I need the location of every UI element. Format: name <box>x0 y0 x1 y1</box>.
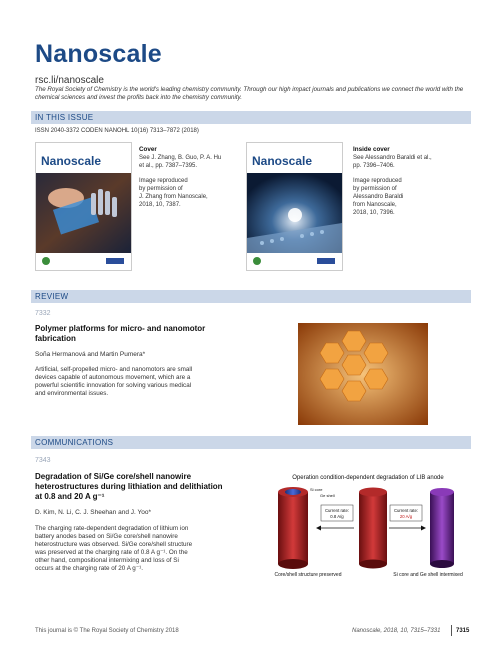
inside-cover-ref-line2[interactable]: pp. 7396–7406. <box>353 163 395 169</box>
label-ge-shell: Ge shell <box>320 493 335 498</box>
communication-abstract-line: occurs at the charging rate of 20 A g⁻¹. <box>35 565 143 572</box>
issn-line: ISSN 2040-3372 CODEN NANOHL 10(16) 7313–7872 (2018) <box>35 128 199 134</box>
communication-abstract-line: was preserved at the charging rate of 0.8 A g⁻¹. On the <box>35 549 188 556</box>
right-rate-label: Current rate: <box>393 508 419 513</box>
section-heading: IN THIS ISSUE <box>35 113 94 122</box>
footer-page-number: 7315 <box>456 628 470 634</box>
section-bar-in-this-issue <box>31 111 471 124</box>
inside-cover-label: Inside cover <box>353 146 390 153</box>
cover-credit-line: J. Zhang from Nanoscale, <box>139 194 208 200</box>
inside-cover-credit-line: from Nanoscale, <box>353 202 397 208</box>
section-heading: REVIEW <box>35 292 69 301</box>
right-rate-value: 20 A/g <box>399 514 413 519</box>
inside-cover-credit-line: Image reproduced <box>353 178 402 184</box>
communication-title-line[interactable]: Degradation of Si/Ge core/shell nanowire <box>35 472 192 481</box>
inside-cover-credit-line: by permission of <box>353 186 397 192</box>
review-graphical-abstract <box>298 323 428 425</box>
section-heading: COMMUNICATIONS <box>35 438 114 447</box>
footer-divider <box>451 625 452 636</box>
inside-cover-credit-line: 2018, 10, 7396. <box>353 210 395 216</box>
review-abstract-line: devices capable of autonomous movement, which are a <box>35 374 191 381</box>
left-rate-value: 0.8 A/g <box>330 514 344 519</box>
communication-abstract-line: heterostructure was observed. Si/Ge core/shell structure <box>35 541 193 548</box>
communication-abstract-line: other hand, compositional intermixing and loss of Si <box>35 557 179 564</box>
section-bar-review <box>31 290 471 303</box>
journal-blurb: The Royal Society of Chemistry is the world's leading chemistry community. Through our high impact journals and publications we connect the world with the chemical sciences and invest the profits back into the chemistry community. <box>35 86 464 101</box>
label-si-core: Si core <box>310 487 323 492</box>
footer-citation: Nanoscale, 2018, 10, 7315–7331 <box>352 628 441 634</box>
cover-label: Cover <box>139 146 157 153</box>
journal-title: Nanoscale <box>35 40 162 68</box>
inside-cover-ref-line1: See Alessandro Baraldi et al., <box>353 155 432 161</box>
inside-cover-masthead: Nanoscale <box>252 154 313 168</box>
left-rate-label: Current rate: <box>324 508 350 513</box>
left-caption: Core/shell structure preserved <box>274 572 342 578</box>
review-abstract-line: Artificial, self-propelled micro- and nanomotors are small <box>35 366 193 373</box>
review-authors: Soña Hermanová and Martin Pumera* <box>35 351 146 358</box>
cover-credit-line: by permission of <box>139 186 183 192</box>
review-page-number: 7332 <box>35 310 51 317</box>
footer-copyright: This journal is © The Royal Society of Chemistry 2018 <box>35 628 179 634</box>
cover-ref-line2[interactable]: et al., pp. 7387–7395. <box>139 163 198 169</box>
review-abstract-line: and environmental issues. <box>35 390 109 397</box>
communication-title-line[interactable]: heterostructures during lithiation and delithiation <box>35 482 223 491</box>
communications-page-number: 7343 <box>35 457 51 464</box>
communication-title-line[interactable]: at 0.8 and 20 A g⁻¹ <box>35 492 105 501</box>
communication-abstract-line: The charging rate-dependent degradation of lithium ion <box>35 525 189 532</box>
journal-url[interactable]: rsc.li/nanoscale <box>35 75 104 86</box>
cover-credit-line: 2018, 10, 7387. <box>139 202 181 208</box>
cover-credit-line: Image reproduced <box>139 178 188 184</box>
cover-ref-line1: See J. Zhang, B. Guo, P. A. Hu <box>139 155 222 161</box>
review-title-line[interactable]: Polymer platforms for micro- and nanomotor <box>35 324 206 333</box>
communication-authors: D. Kim, N. Li, C. J. Sheehan and J. Yoo* <box>35 509 151 516</box>
section-bar-communications <box>31 436 471 449</box>
cover-masthead: Nanoscale <box>41 154 102 168</box>
review-abstract-line: powerful scientific innovation for solving various medical <box>35 382 192 389</box>
inside-cover-credit-line: Alessandro Baraldi <box>353 194 404 200</box>
review-title-line[interactable]: fabrication <box>35 334 76 343</box>
cover-image <box>35 142 132 271</box>
right-caption: Si core and Ge shell intermixed <box>393 572 463 578</box>
figure-title: Operation condition-dependent degradation of LIB anode <box>292 475 444 481</box>
communication-graphical-abstract <box>268 470 468 582</box>
communication-abstract-line: battery anodes based on Si/Ge core/shell nanowire <box>35 533 178 540</box>
inside-cover-image <box>246 142 343 271</box>
